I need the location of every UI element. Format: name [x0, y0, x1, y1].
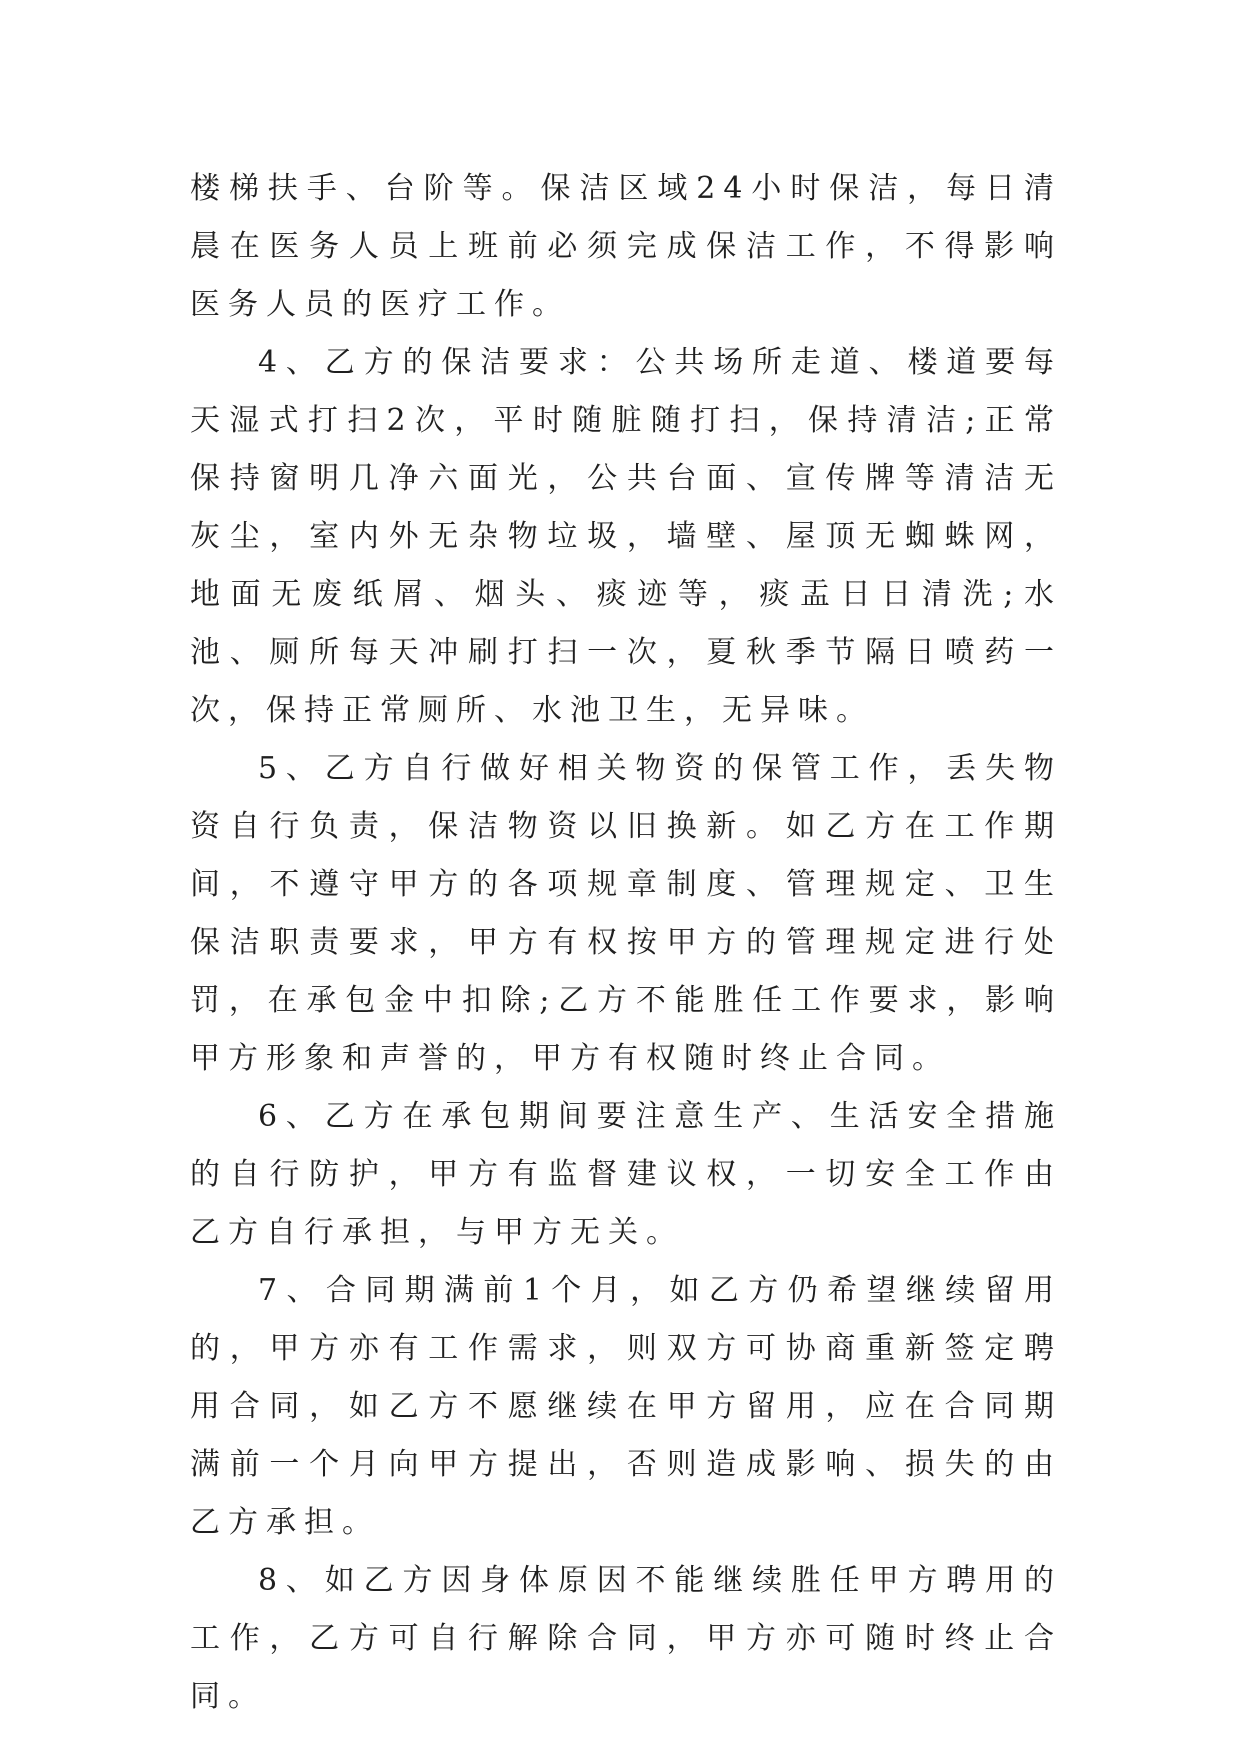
paragraph-clause-8: 8、如乙方因身体原因不能继续胜任甲方聘用的工作，乙方可自行解除合同，甲方亦可随时终止合同。: [190, 1563, 1062, 1714]
paragraph-clause-6: 6、乙方在承包期间要注意生产、生活安全措施的自行防护，甲方有监督建议权，一切安全工作由乙方自行承担，与甲方无关。: [190, 1099, 1062, 1250]
paragraph-clause-4: 4、乙方的保洁要求：公共场所走道、楼道要每天湿式打扫2次，平时随脏随打扫，保持清洁;正常保持窗明几净六面光，公共台面、宣传牌等清洁无灰尘，室内外无杂物垃圾，墙壁、屋顶无蜘蛛网，地面无废纸屑、烟头、痰迹等，痰盂日日清洗;水池、厕所每天冲刷打扫一次，夏秋季节隔日喷药一次，保持正常厕所、水池卫生，无异味。: [190, 345, 1062, 728]
contract-body: [190, 160, 1062, 1726]
paragraph-clause-5: 5、乙方自行做好相关物资的保管工作，丢失物资自行负责，保洁物资以旧换新。如乙方在工作期间，不遵守甲方的各项规章制度、管理规定、卫生保洁职责要求，甲方有权按甲方的管理规定进行处罚，在承包金中扣除;乙方不能胜任工作要求，影响甲方形象和声誉的，甲方有权随时终止合同。: [190, 751, 1062, 1076]
paragraph-clause-7: 7、合同期满前1个月，如乙方仍希望继续留用的，甲方亦有工作需求，则双方可协商重新签定聘用合同，如乙方不愿继续在甲方留用，应在合同期满前一个月向甲方提出，否则造成影响、损失的由乙方承担。: [190, 1273, 1062, 1540]
paragraph-continuation: 楼梯扶手、台阶等。保洁区域24小时保洁，每日清晨在医务人员上班前必须完成保洁工作，不得影响医务人员的医疗工作。: [190, 171, 1062, 322]
